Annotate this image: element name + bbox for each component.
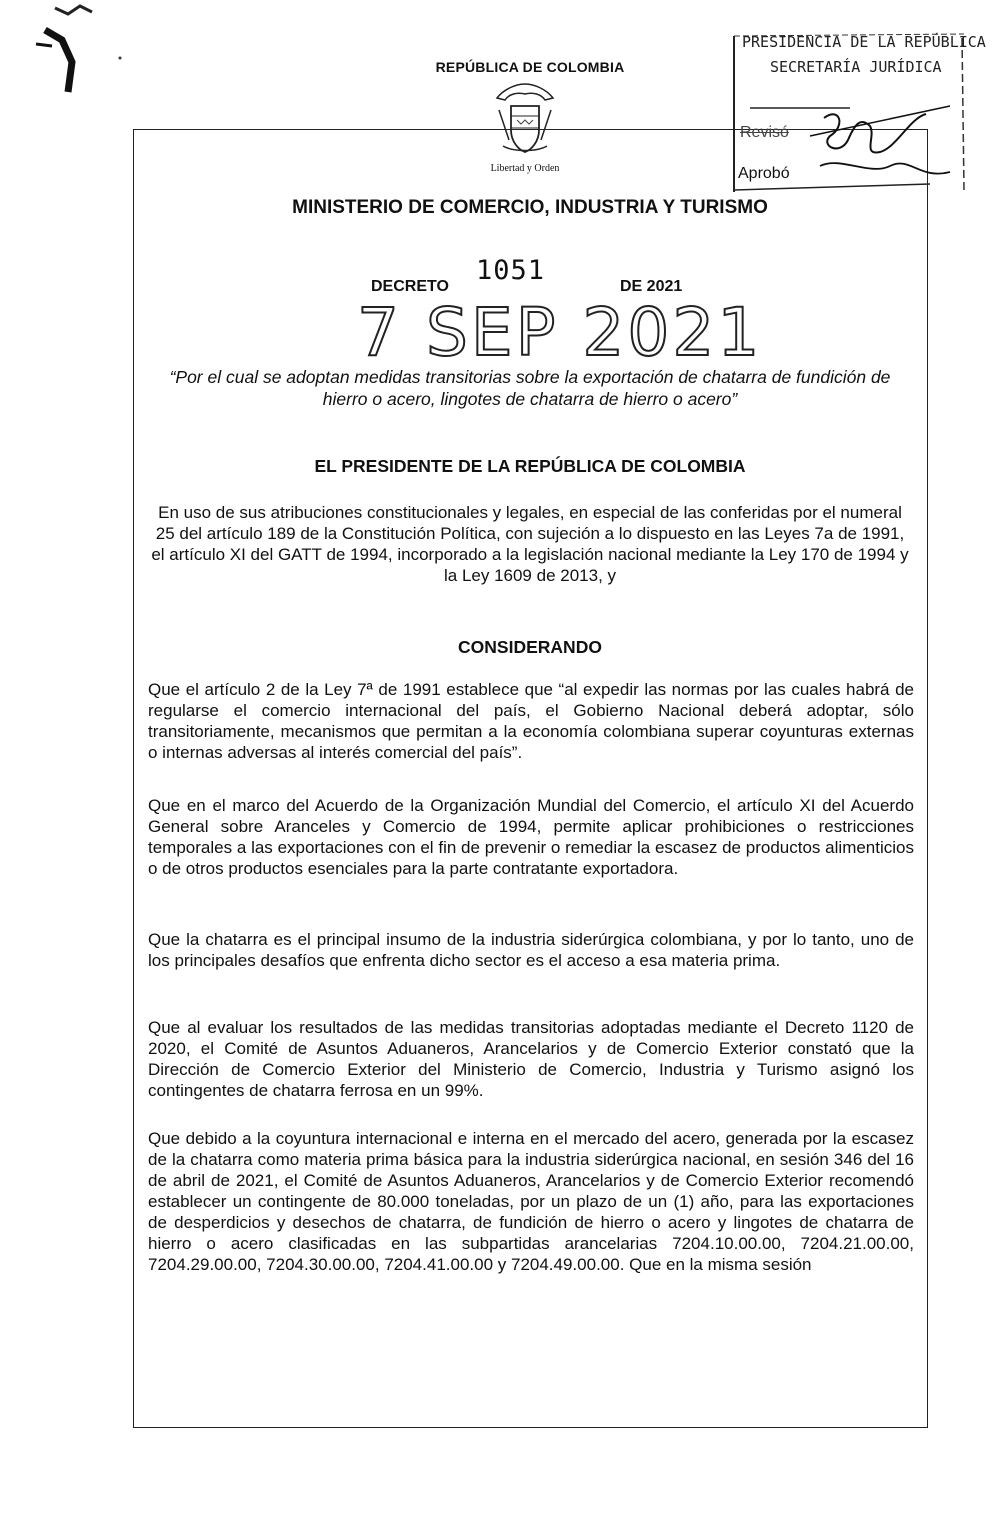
intro-paragraph: En uso de sus atribuciones constitucionales y legales, en especial de las conferidas por el numeral 25 del artículo 189 de la Constitución Política, con sujeción a lo dispuesto en las Leyes 7a de 1991, el artículo XI del GATT de 1994, incorporado a la legislación nacional mediante la Ley 170 de 1994 y la Ley 1609 de 2013, y	[151, 503, 909, 585]
considerando-paragraph: Que debido a la coyuntura internacional e interna en el mercado del acero, generada por la escasez de la chatarra como materia prima básica para la industria siderúrgica nacional, en sesión 346 del 16 de abril de 2021, el Comité de Asuntos Aduaneros, Arancelarios y de Comercio Exterior recomendó establecer un contingente de 80.000 toneladas, por un plazo de un (1) año, para las exportaciones de desperdicios y desechos de chatarra, de fundición de hierro o acero y lingotes de chatarra de hierro o acero clasificadas en las subpartidas arancelarias 7204.10.00.00, 7204.21.00.00, 7204.29.00.00, 7204.30.00.00, 7204.41.00.00 y 7204.49.00.00. Que en la misma sesión	[148, 1129, 914, 1274]
ministry-heading: MINISTERIO DE COMERCIO, INDUSTRIA Y TURISMO	[292, 197, 768, 218]
decree-number: 1051	[476, 255, 546, 286]
decree-subtitle: “Por el cual se adoptan medidas transitorias sobre la exportación de chatarra de fundición de hierro o acero, lingotes de chatarra de hierro o acero”	[169, 367, 891, 409]
president-heading: EL PRESIDENTE DE LA REPÚBLICA DE COLOMBIA	[314, 456, 746, 476]
seal-motto: Libertad y Orden	[490, 163, 560, 174]
decree-year: DE 2021	[620, 278, 683, 295]
scan-mark	[0, 0, 140, 110]
considerando-paragraph: Que en el marco del Acuerdo de la Organización Mundial del Comercio, el artículo XI del Acuerdo General sobre Aranceles y Comercio de 1994, permite aplicar prohibiciones o restricciones temporales a las exportaciones con el fin de prevenir o remediar la escasez de productos alimenticios o de otros productos esenciales para la parte contratante exportadora.	[148, 796, 914, 878]
considerando-paragraph: Que al evaluar los resultados de las medidas transitorias adoptadas mediante el Decreto 1120 de 2020, el Comité de Asuntos Aduaneros, Arancelarios y de Comercio Exterior constató que la Dirección de Comercio Exterior del Ministerio de Comercio, Industria y Turismo asignó los contingentes de chatarra ferrosa en un 99%.	[148, 1018, 914, 1100]
considerando-paragraph: Que el artículo 2 de la Ley 7ª de 1991 establece que “al expedir las normas por las cuales habrá de regularse el comercio internacional del país, el Gobierno Nacional deberá adoptar, sólo transitoriamente, mecanismos que permitan a la economía colombiana superar coyunturas externas o internas adversas al interés comercial del país”.	[148, 680, 914, 762]
stamp-reviso-label: Revisó	[740, 124, 789, 141]
stamp-secretaria: SECRETARÍA JURÍDICA	[770, 58, 942, 76]
decree-label: DECRETO	[371, 278, 449, 295]
considerando-paragraph: Que la chatarra es el principal insumo de la industria siderúrgica colombiana, y por lo tanto, uno de los principales desafíos que enfrenta dicho sector es el acceso a esa materia prima.	[148, 930, 914, 970]
republica-heading: REPÚBLICA DE COLOMBIA	[435, 59, 625, 75]
stamp-presidencia: PRESIDENCIA DE LA REPÚBLICA	[742, 33, 986, 51]
stamp-aprobo-label: Aprobó	[738, 165, 790, 182]
date-stamp: 7 SEP 2021	[357, 294, 763, 371]
considerando-heading: CONSIDERANDO	[458, 637, 602, 657]
coat-of-arms-icon	[491, 80, 559, 160]
signature-scribble	[800, 96, 970, 196]
